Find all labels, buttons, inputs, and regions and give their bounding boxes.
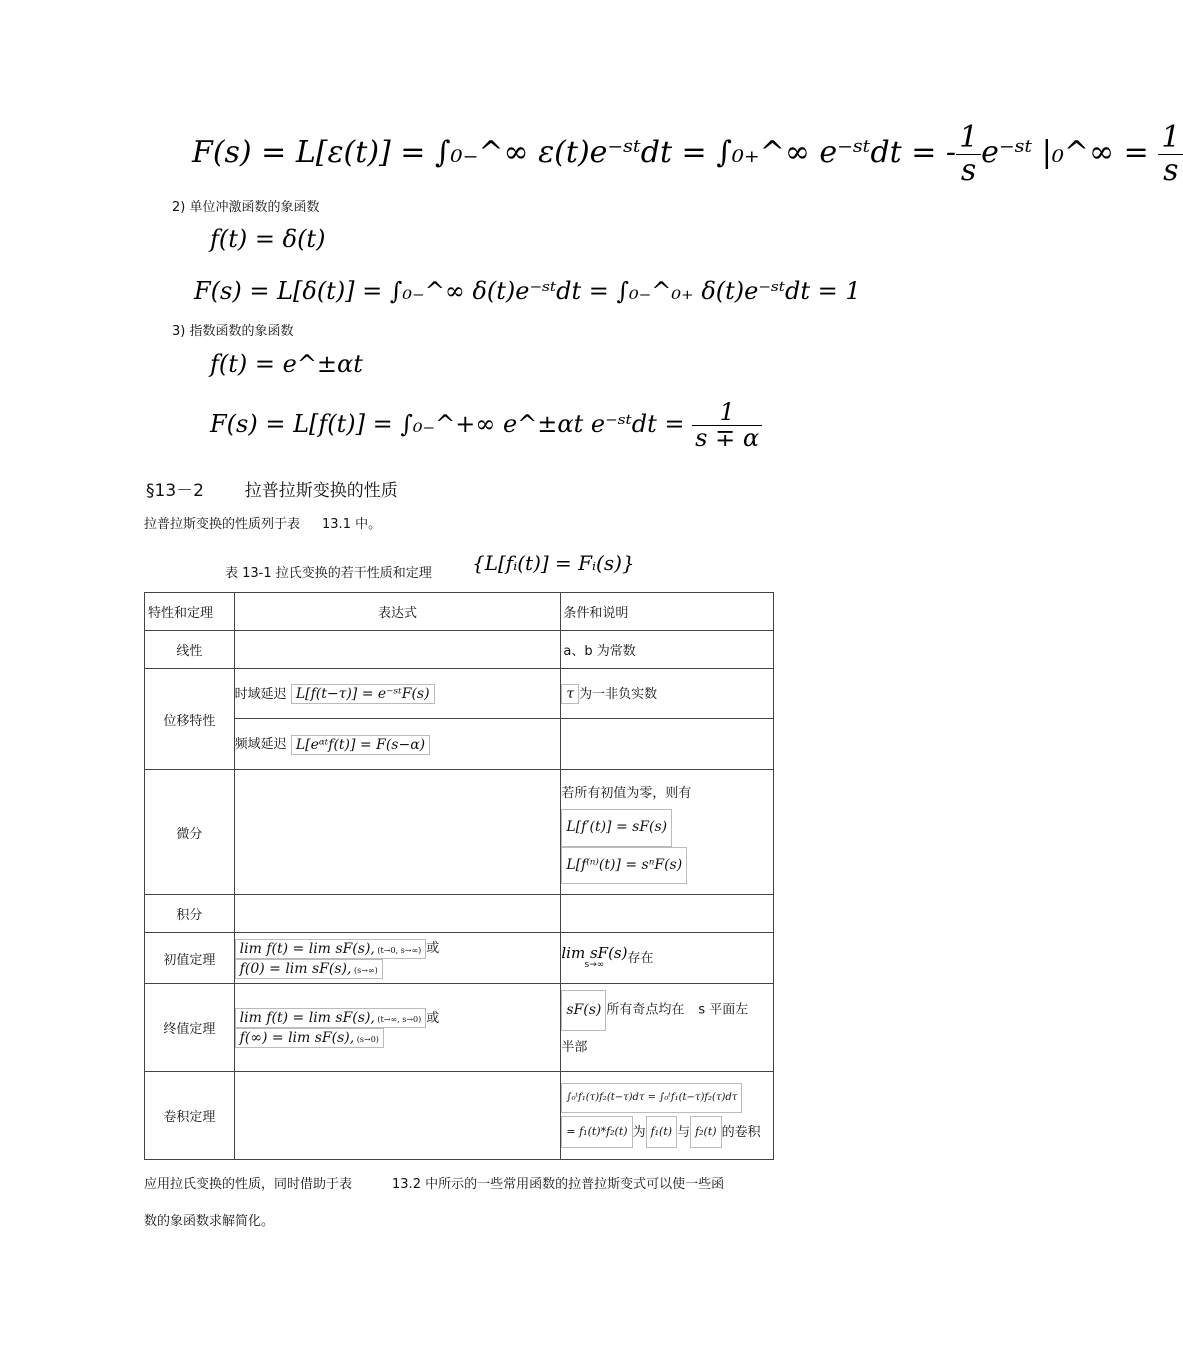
row-linear-expr	[234, 631, 561, 669]
initial-cond-lim	[561, 944, 628, 971]
conv-word-2: 与	[677, 1124, 691, 1140]
row-diff-expr	[234, 770, 561, 895]
intro-text	[144, 513, 381, 532]
footer-line-1b: 13.2 中所示的一些常用函数的拉普拉斯变式可以使一些函	[392, 1177, 725, 1192]
row-initial-cond	[561, 933, 774, 984]
table-caption: 表 13-1 拉氏变换的若干性质和定理	[225, 566, 432, 581]
step-frac-num: 1	[956, 122, 981, 155]
initial-sub-b: s→∞	[400, 945, 419, 955]
laplace-properties-table	[144, 592, 774, 1160]
step-formula-tail: e⁻ˢᵗ |₀^∞ =	[981, 135, 1149, 170]
row-final-name: 终值定理	[145, 984, 235, 1072]
initial-cond-text: 存在	[627, 950, 654, 966]
item2-heading: 2) 单位冲激函数的象函数	[172, 200, 320, 215]
step-frac2-num: 1	[1158, 122, 1183, 155]
exp-frac-num: 1	[692, 400, 762, 426]
row-integral-expr	[234, 895, 561, 933]
final-formula-2-text: f(∞) = lim sF(s),	[239, 1030, 355, 1047]
conv-word-1: 为	[632, 1124, 646, 1140]
initial-sub-a: t→0	[380, 945, 396, 955]
initial-cond-expr: lim sF(s)	[561, 944, 628, 963]
final-cond-text-a: 所有奇点均在	[606, 1003, 685, 1019]
final-cond-text-c: 半部	[561, 1039, 588, 1055]
table-row-final	[145, 984, 774, 1072]
final-formula-2: f(∞) = lim sF(s), (s→0)	[235, 1028, 384, 1048]
row-initial-expr	[234, 933, 561, 984]
time-delay-label: 时域延迟	[234, 686, 287, 702]
final-cond-expr: sF(s)	[561, 990, 606, 1030]
row-shift-time-cond	[561, 669, 774, 719]
table-header-row	[145, 593, 774, 631]
conv-formula-1: ∫₀ᵗf₁(τ)f₂(t−τ)dτ = ∫₀ᵗf₁(t−τ)f₂(τ)dτ	[561, 1083, 742, 1113]
time-delay-formula: L[f(t−τ)] = e⁻ˢᵗF(s)	[291, 684, 435, 704]
table-row-shift-time	[145, 669, 774, 719]
footer-line-1a: 应用拉氏变换的性质，同时借助于表	[144, 1177, 353, 1192]
diff-condition-text: 若所有初值为零，则有	[561, 786, 692, 801]
header-expression: 表达式	[234, 593, 561, 631]
row-conv-cond	[561, 1072, 774, 1160]
tau-symbol: τ	[561, 684, 579, 704]
exp-formula-main: F(s) = L[f(t)] = ∫₀₋^+∞ e^±αt e⁻ˢᵗdt =	[210, 410, 685, 439]
row-shift-freq-cond	[561, 719, 774, 770]
initial-or: 或	[426, 941, 440, 957]
exponential-laplace-formula	[210, 400, 762, 451]
impulse-definition: f(t) = δ(t)	[210, 225, 326, 253]
section-heading	[146, 476, 398, 501]
initial-sub-c: s→∞	[357, 965, 375, 975]
initial-formula-2: f(0) = lim sF(s), (s→∞)	[235, 959, 383, 979]
row-conv-expr	[234, 1072, 561, 1160]
final-formula-1: lim f(t) = lim sF(s), (t→∞, s→0)	[235, 1008, 427, 1028]
row-integral-name: 积分	[145, 895, 235, 933]
table-row-convolution	[145, 1072, 774, 1160]
exponential-definition: f(t) = e^±αt	[210, 350, 363, 378]
step-formula-main: F(s) = L[ε(t)] = ∫₀₋^∞ ε(t)e⁻ˢᵗdt = ∫₀₊^∞ e⁻ˢᵗdt = -	[192, 135, 957, 170]
initial-formula-1-text: lim f(t) = lim sF(s),	[239, 940, 375, 957]
table-caption-formula: {L[fᵢ(t)] = Fᵢ(s)}	[472, 551, 635, 575]
diff-formula-n: L[f⁽ⁿ⁾(t)] = sⁿF(s)	[561, 847, 687, 885]
final-sub-c: s→0	[359, 1035, 376, 1045]
final-formula-1-text: lim f(t) = lim sF(s),	[239, 1010, 375, 1027]
table-row-diff	[145, 770, 774, 895]
final-sub-b: s→0	[402, 1015, 419, 1025]
initial-formula-2-text: f(0) = lim sF(s),	[239, 960, 352, 977]
row-shift-time-expr	[234, 669, 561, 719]
row-final-cond	[561, 984, 774, 1072]
footer-line-1	[144, 1173, 724, 1192]
row-integral-cond	[561, 895, 774, 933]
row-diff-name: 微分	[145, 770, 235, 895]
exp-fraction	[692, 400, 762, 451]
item3-heading: 3) 指数函数的象函数	[172, 324, 294, 339]
conv-formula-4: f₂(t)	[690, 1116, 721, 1149]
step-frac-den: s	[960, 152, 977, 188]
header-condition: 条件和说明	[561, 593, 774, 631]
step-function-laplace-formula	[192, 122, 1183, 186]
table-row-integral	[145, 895, 774, 933]
final-sub-a: t→∞	[380, 1015, 398, 1025]
row-shift-freq-expr	[234, 719, 561, 770]
row-final-expr	[234, 984, 561, 1072]
row-linear-name: 线性	[145, 631, 235, 669]
freq-delay-label: 频域延迟	[234, 737, 287, 753]
final-or: 或	[426, 1010, 440, 1026]
section-number: §13－2	[146, 481, 204, 501]
conv-word-3: 的卷积	[721, 1124, 761, 1140]
row-shift-name: 位移特性	[145, 669, 235, 770]
step-fraction-2	[1158, 122, 1183, 186]
row-linear-cond: a、b 为常数	[561, 631, 774, 669]
row-conv-name: 卷积定理	[145, 1072, 235, 1160]
table-row-initial	[145, 933, 774, 984]
table-row-shift-freq	[145, 719, 774, 770]
exp-frac-den: s ∓ α	[695, 424, 760, 453]
diff-formula-1: L[f′(t)] = sF(s)	[561, 809, 672, 847]
conv-formula-2: = f₁(t)*f₂(t)	[561, 1116, 632, 1149]
step-frac2-den: s	[1163, 152, 1179, 188]
conv-formula-3: f₁(t)	[646, 1116, 677, 1149]
intro-text-a: 拉普拉斯变换的性质列于表	[144, 517, 301, 532]
table-row-linear	[145, 631, 774, 669]
header-property: 特性和定理	[145, 593, 235, 631]
step-fraction-1	[956, 122, 981, 186]
impulse-laplace-formula: F(s) = L[δ(t)] = ∫₀₋^∞ δ(t)e⁻ˢᵗdt = ∫₀₋^₀₊ δ(t)e⁻ˢᵗdt = 1	[194, 277, 861, 305]
section-title: 拉普拉斯变换的性质	[244, 481, 398, 501]
tau-condition-text: 为一非负实数	[579, 686, 658, 702]
row-initial-name: 初值定理	[145, 933, 235, 984]
final-cond-text-b: s 平面左	[698, 1003, 749, 1019]
row-diff-cond	[561, 770, 774, 895]
initial-cond-sub: s→∞	[584, 960, 605, 971]
intro-text-b: 13.1 中。	[322, 517, 382, 532]
initial-formula-1: lim f(t) = lim sF(s), (t→0, s→∞)	[235, 939, 427, 959]
freq-delay-formula: L[eᵅᵗf(t)] = F(s−α)	[291, 735, 430, 755]
footer-line-2: 数的象函数求解简化。	[144, 1214, 275, 1229]
